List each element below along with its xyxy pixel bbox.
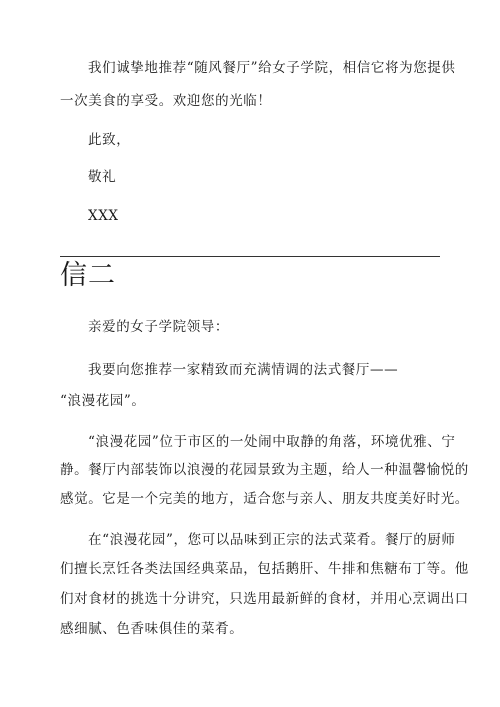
section-divider (60, 256, 440, 257)
letter2-paragraph-line: 静。餐厅内部装饰以浪漫的花园景致为主题，给人一种温馨愉悦的 (60, 462, 469, 478)
letter1-salute: 敬礼 (88, 169, 117, 185)
letter2-paragraph-line: “浪漫花园”。 (60, 393, 146, 409)
letter2-paragraph-line: 感觉。它是一个完美的地方，适合您与亲人、朋友共度美好时光。 (60, 491, 469, 507)
letter2-paragraph-line: 们擅长烹饪各类法国经典菜品，包括鹅肝、牛排和焦糖布丁等。他 (60, 561, 469, 577)
letter2-greeting: 亲爱的女子学院领导： (88, 319, 229, 335)
letter1-signature: XXX (88, 208, 119, 224)
letter1-paragraph-line: 我们诚挚地推荐“随风餐厅”给女子学院，相信它将为您提供 (88, 60, 456, 76)
letter2-paragraph-line: 感细腻、色香味俱佳的菜肴。 (60, 621, 244, 637)
letter2-paragraph-line: 我要向您推荐一家精致而充满情调的法式餐厅—— (88, 362, 399, 378)
letter2-heading: 信二 (60, 260, 116, 291)
letter2-paragraph-line: 们对食材的挑选十分讲究，只选用最新鲜的食材，并用心烹调出口 (60, 591, 469, 607)
letter2-paragraph-line: “浪漫花园”位于市区的一处闹中取静的角落，环境优雅、宁 (88, 434, 456, 450)
letter2-paragraph-line: 在“浪漫花园”，您可以品味到正宗的法式菜肴。餐厅的厨师 (88, 532, 456, 548)
letter1-paragraph-line: 一次美食的享受。欢迎您的光临！ (60, 93, 272, 109)
letter1-closing: 此致， (88, 132, 131, 148)
